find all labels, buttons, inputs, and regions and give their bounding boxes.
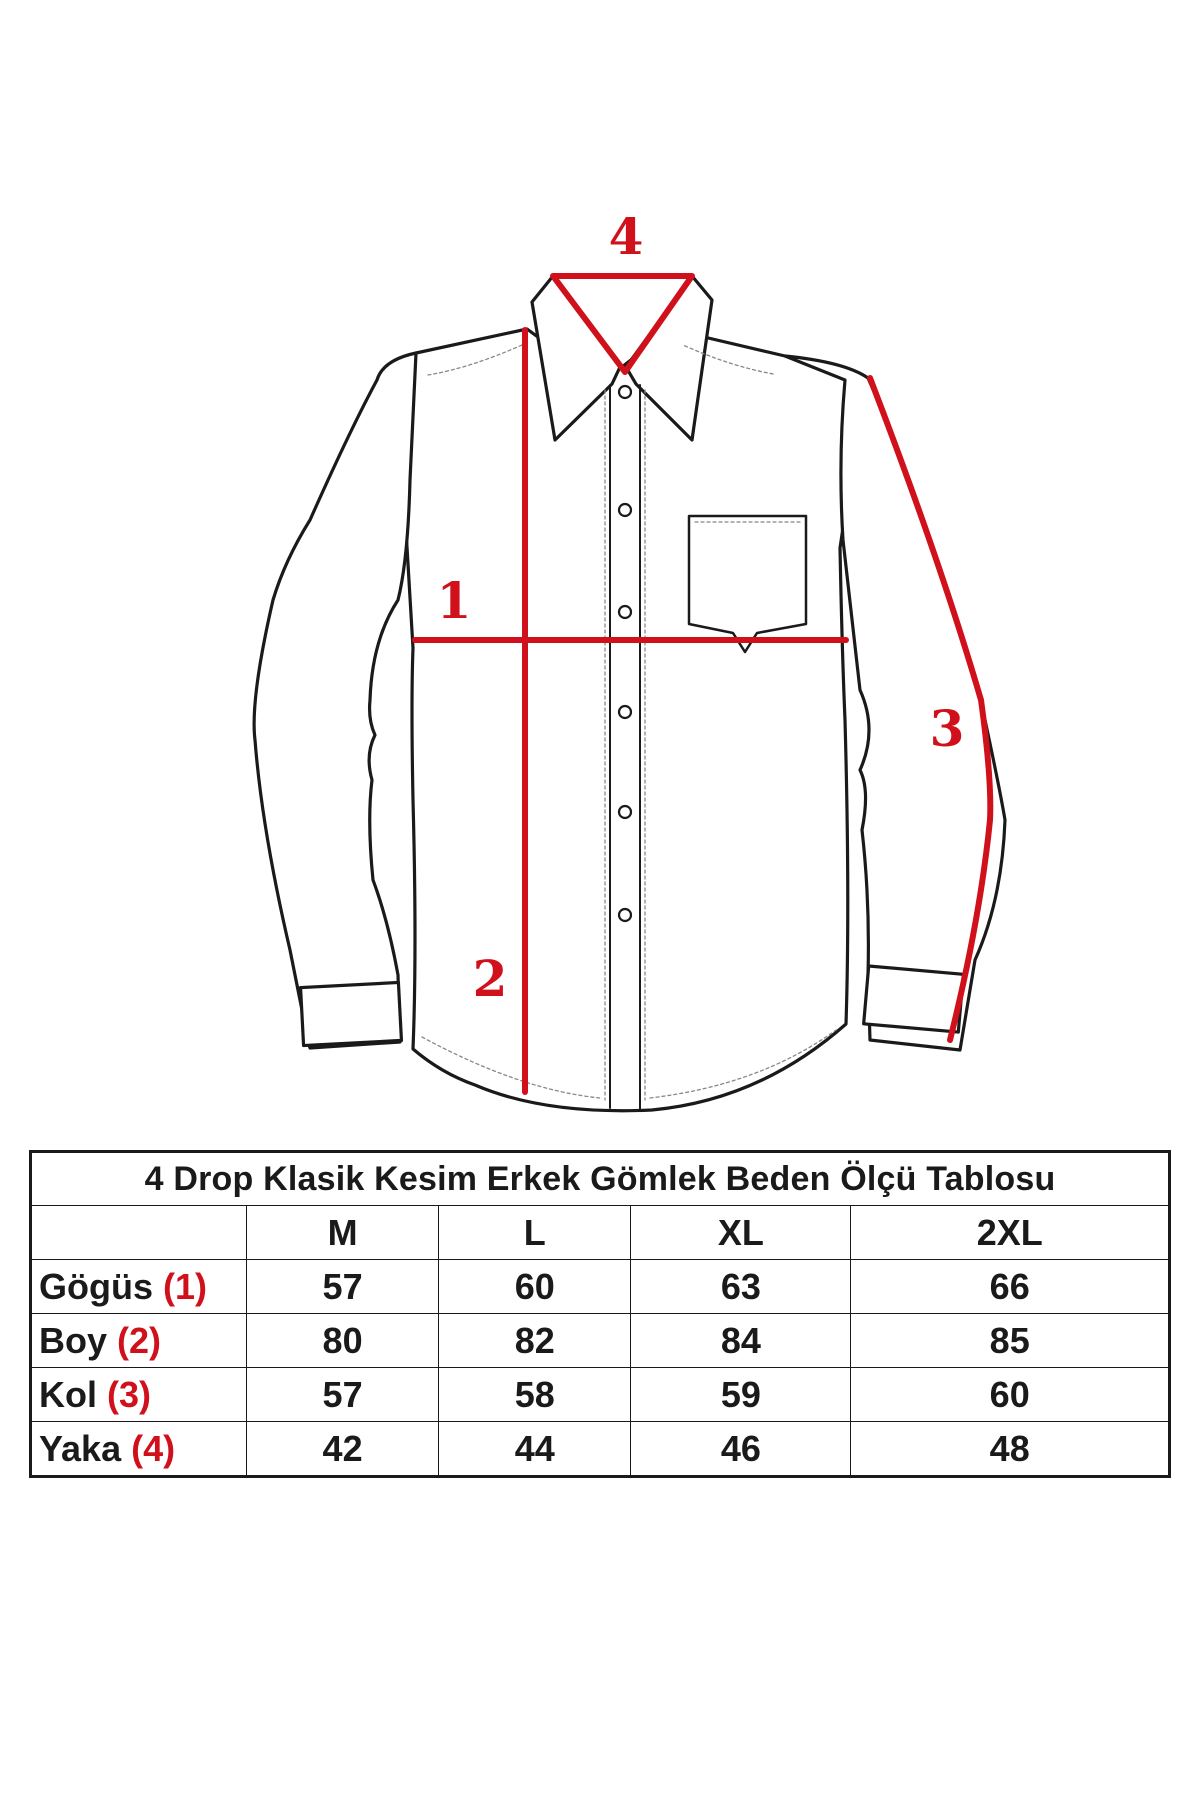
row-ref: (3) [107, 1373, 152, 1415]
table-cell: 42 [247, 1422, 439, 1477]
table-row [31, 1260, 1170, 1314]
table-cell: 60 [851, 1368, 1170, 1422]
row-ref: (4) [131, 1427, 176, 1469]
row-ref: (2) [117, 1319, 162, 1361]
row-label-text: Boy [39, 1319, 108, 1361]
button [619, 504, 631, 516]
left-cuff [301, 982, 402, 1045]
table-cell: 58 [439, 1368, 631, 1422]
row-label-text: Gögüs [39, 1265, 153, 1307]
size-header-xl: XL [631, 1206, 851, 1260]
row-label-length [31, 1314, 247, 1368]
button [619, 806, 631, 818]
row-ref: (1) [163, 1265, 208, 1307]
marker-1: 1 [436, 571, 472, 630]
right-cuff [864, 966, 964, 1032]
row-label-chest [31, 1260, 247, 1314]
shirt-outline [254, 276, 1005, 1111]
size-header-row [31, 1206, 1170, 1260]
table-cell: 66 [851, 1260, 1170, 1314]
button [619, 386, 631, 398]
marker-2: 2 [472, 949, 508, 1008]
size-header-2xl: 2XL [851, 1206, 1170, 1260]
table-cell: 57 [247, 1260, 439, 1314]
table-row [31, 1422, 1170, 1477]
table-cell: 63 [631, 1260, 851, 1314]
left-sleeve [254, 353, 416, 1048]
row-label-text: Kol [39, 1373, 97, 1415]
table-cell: 85 [851, 1314, 1170, 1368]
button [619, 909, 631, 921]
size-chart-table [29, 1150, 1171, 1478]
size-header-m: M [247, 1206, 439, 1260]
table-title-row [31, 1152, 1170, 1206]
row-label-sleeve [31, 1368, 247, 1422]
table-cell: 46 [631, 1422, 851, 1477]
header-empty-cell [31, 1206, 247, 1260]
table-cell: 57 [247, 1368, 439, 1422]
table-cell: 59 [631, 1368, 851, 1422]
row-label-text: Yaka [39, 1427, 122, 1469]
marker-3: 3 [929, 699, 965, 758]
table-title: 4 Drop Klasik Kesim Erkek Gömlek Beden Ölçü Tablosu [31, 1152, 1170, 1206]
row-label-collar [31, 1422, 247, 1477]
button [619, 606, 631, 618]
table-cell: 44 [439, 1422, 631, 1477]
table-cell: 60 [439, 1260, 631, 1314]
table-cell: 80 [247, 1314, 439, 1368]
button [619, 706, 631, 718]
table-row [31, 1368, 1170, 1422]
marker-4: 4 [608, 207, 644, 266]
table-cell: 48 [851, 1422, 1170, 1477]
table-cell: 84 [631, 1314, 851, 1368]
table-cell: 82 [439, 1314, 631, 1368]
table-row [31, 1314, 1170, 1368]
size-header-l: L [439, 1206, 631, 1260]
